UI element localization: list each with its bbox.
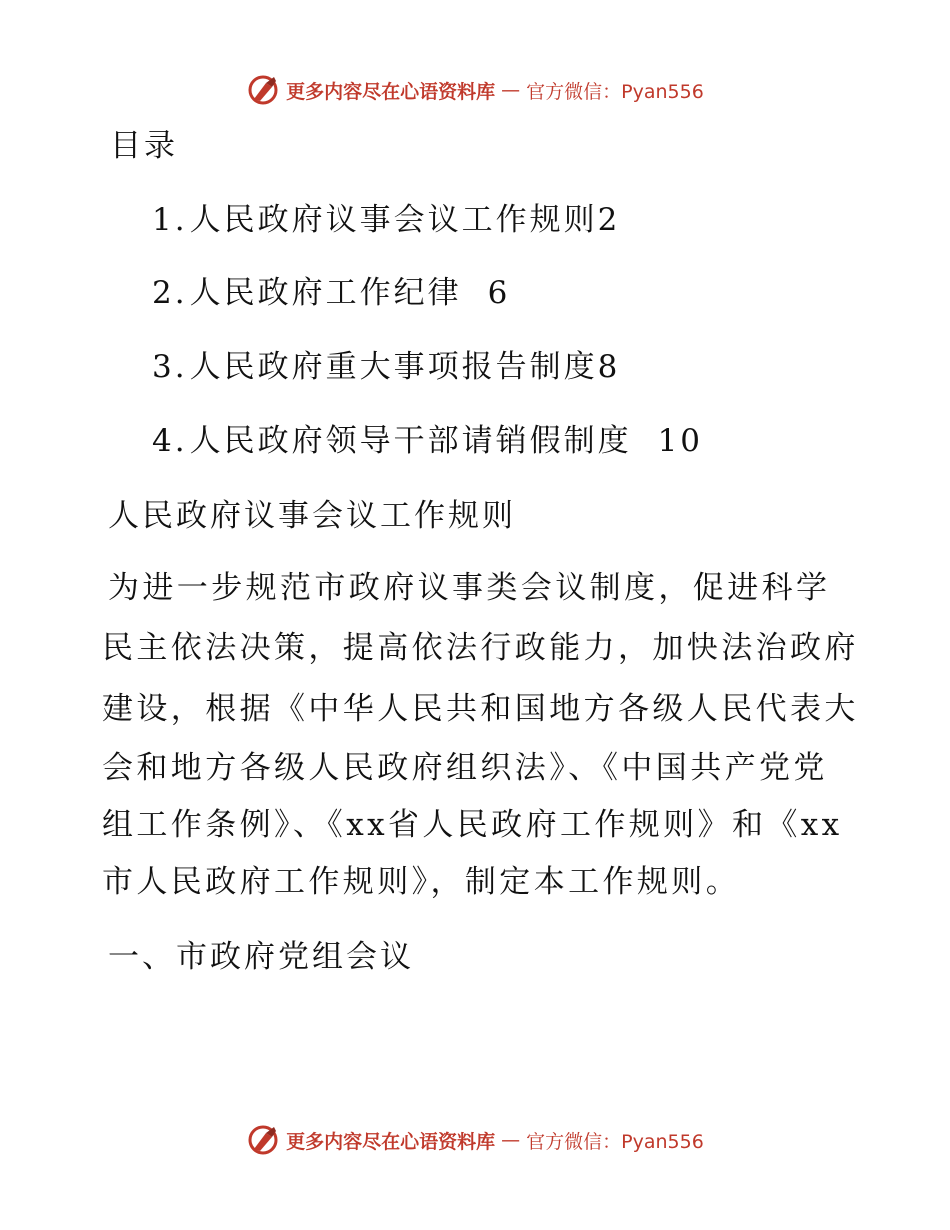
watermark-wechat: 官方微信：Pyan556 [526, 1130, 704, 1153]
paragraph-line: 组工作条例》、《xx省人民政府工作规则》和《xx [102, 807, 843, 843]
paragraph-line: 建设，根据《中华人民共和国地方各级人民代表大 [102, 691, 859, 727]
paragraph-line: 为进一步规范市政府议事类会议制度，促进科学 [108, 570, 831, 606]
toc-item-text: 人民政府议事会议工作规则 [189, 202, 598, 238]
watermark-separator: — [501, 1129, 521, 1151]
watermark-header [0, 70, 950, 110]
watermark-wechat: 官方微信：Pyan556 [526, 80, 704, 103]
watermark-main-text: 更多内容尽在心语资料库 [286, 80, 496, 103]
toc-item-text: 人民政府领导干部请销假制度 [189, 423, 632, 459]
toc-item-text: 人民政府重大事项报告制度 [189, 349, 598, 385]
paragraph-line: 会和地方各级人民政府组织法》、《中国共产党党 [102, 750, 828, 786]
logo-icon [246, 1123, 280, 1157]
toc-item[interactable] [152, 273, 510, 313]
logo-icon [246, 73, 280, 107]
toc-item[interactable] [152, 347, 620, 387]
toc-item-number: 1. [152, 202, 188, 238]
document-heading: 人民政府议事会议工作规则 [108, 498, 516, 534]
toc-item[interactable] [152, 421, 703, 461]
toc-item-number: 2. [152, 275, 188, 311]
watermark-separator: — [501, 79, 521, 101]
watermark-main-text: 更多内容尽在心语资料库 [286, 1130, 496, 1153]
toc-title: 目录 [110, 128, 178, 164]
watermark-footer [0, 1120, 950, 1160]
toc-item-text: 人民政府工作纪律 [189, 275, 462, 311]
paragraph-line: 市人民政府工作规则》，制定本工作规则。 [102, 864, 741, 900]
toc-item-number: 4. [152, 423, 188, 459]
toc-item-page: 6 [487, 275, 511, 311]
toc-item-number: 3. [152, 349, 188, 385]
toc-item-page: 8 [597, 349, 621, 385]
toc-item-page: 10 [657, 423, 704, 459]
section-title: 一、市政府党组会议 [108, 939, 414, 975]
toc-item-page: 2 [597, 202, 621, 238]
toc-item[interactable] [152, 200, 620, 240]
paragraph-line: 民主依法决策，提高依法行政能力，加快法治政府 [102, 630, 859, 666]
